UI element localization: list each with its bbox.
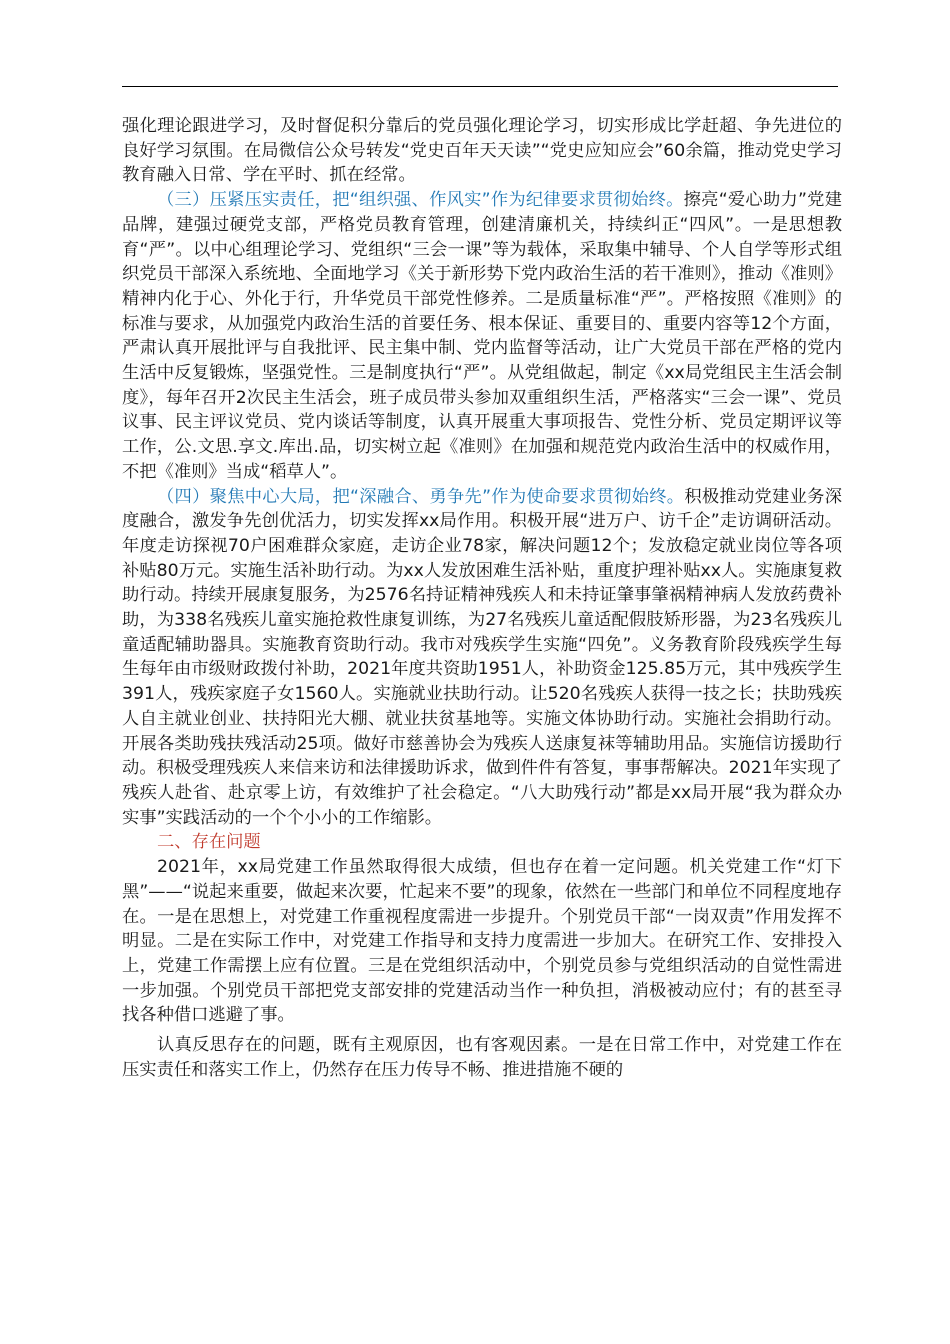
- paragraph-section-four: [122, 485, 842, 831]
- section-four-text: 积极推动党建业务深度融合，激发争先创优活力，切实发挥xx局作用。积极开展“进万户、访千企”走访调研活动。年度走访探视70户困难群众家庭，走访企业78家，解决问题12个；发放稳定就业岗位等各项补贴80万元。实施生活补助行动。为xx人发放困难生活补贴，重度护理补贴xx人。实施康复救助行动。持续开展康复服务，为2576名持证精神残疾人和未持证肇事肇祸精神病人发放药费补助，为338名残疾儿童实施抢救性康复训练，为27名残疾儿童适配假肢矫形器，为23名残疾儿童适配辅助器具。实施教育资助行动。我市对残疾学生实施“四免”。义务教育阶段残疾学生每生每年由市级财政拨付补助，2021年度共资助1951人，补助资金125.85万元，其中残疾学生391人，残疾家庭子女1560人。实施就业扶助行动。让520名残疾人获得一技之长；扶助残疾人自主就业创业、扶持阳光大棚、就业扶贫基地等。实施文体协助行动。实施社会捐助行动。开展各类助残扶残活动25项。做好市慈善协会为残疾人送康复袜等辅助用品。实施信访援助行动。积极受理残疾人来信来访和法律援助诉求，做到件件有答复，事事帮解决。2021年实现了残疾人赴省、赴京零上访，有效维护了社会稳定。“八大助残行动”都是xx局开展“我为群众办实事”实践活动的一个个小小的工作缩影。: [122, 486, 842, 828]
- section-three-heading: （三）压紧压实责任，把“组织强、作风实”作为纪律要求贯彻始终。: [157, 190, 684, 211]
- paragraph-reflection: 认真反思存在的问题，既有主观原因，也有客观因素。一是在日常工作中，对党建工作在压实责任和落实工作上，仍然存在压力传导不畅、推进措施不硬的: [122, 1035, 842, 1080]
- heading-existing-problems: 二、存在问题: [157, 832, 261, 853]
- header-rule: [122, 86, 838, 87]
- section-three-text: 擦亮“爱心助力”党建品牌，建强过硬党支部，严格党员教育管理，创建清廉机关，持续纠正“四风”。一是思想教育“严”。以中心组理论学习、党组织“三会一课”等为载体，采取集中辅导、个人自学等形式组织党员干部深入系统地、全面地学习《关于新形势下党内政治生活的若干准则》，推动《准则》精神内化于心、外化于行，升华党员干部党性修养。二是质量标准“严”。严格按照《准则》的标准与要求，从加强党内政治生活的首要任务、根本保证、重要目的、重要内容等12个方面，严肃认真开展批评与自我批评、民主集中制、党内监督等活动，让广大党员干部在严格的党内生活中反复锻炼，坚强党性。三是制度执行“严”。从党组做起，制定《xx局党组民主生活会制度》，每年召开2次民主生活会，班子成员带头参加双重组织生活，严格落实“三会一课”、党员议事、民主评议党员、党内谈话等制度，认真开展重大事项报告、党性分析、党员定期评议等工作，公.文思.享文.库出.品，切实树立起《准则》在加强和规范党内政治生活中的权威作用，不把《准则》当成“稻草人”。: [122, 190, 842, 482]
- document-body: [122, 114, 842, 1082]
- paragraph-problems: 2021年，xx局党建工作虽然取得很大成绩，但也存在着一定问题。机关党建工作“灯下黑”——“说起来重要，做起来次要，忙起来不要”的现象，依然在一些部门和单位不同程度地存在。一是在思想上，对党建工作重视程度需进一步提升。个别党员干部“一岗双责”作用发挥不明显。二是在实际工作中，对党建工作指导和支持力度需进一步加大。在研究工作、安排投入上，党建工作需摆上应有位置。三是在党组织活动中，个别党员参与党组织活动的自觉性需进一步加强。个别党员干部把党支部安排的党建活动当作一种负担，消极被动应付；有的甚至寻找各种借口逃避了事。: [122, 857, 842, 1026]
- paragraph-section-three: [122, 188, 842, 484]
- section-four-heading: （四）聚焦中心大局，把“深融合、勇争先”作为使命要求贯彻始终。: [157, 486, 685, 507]
- paragraph-continuation: 强化理论跟进学习，及时督促积分靠后的党员强化理论学习，切实形成比学赶超、争先进位的良好学习氛围。在局微信公众号转发“党史百年天天读”“党史应知应会”60余篇，推动党史学习教育融入日常、学在平时、抓在经常。: [122, 116, 842, 186]
